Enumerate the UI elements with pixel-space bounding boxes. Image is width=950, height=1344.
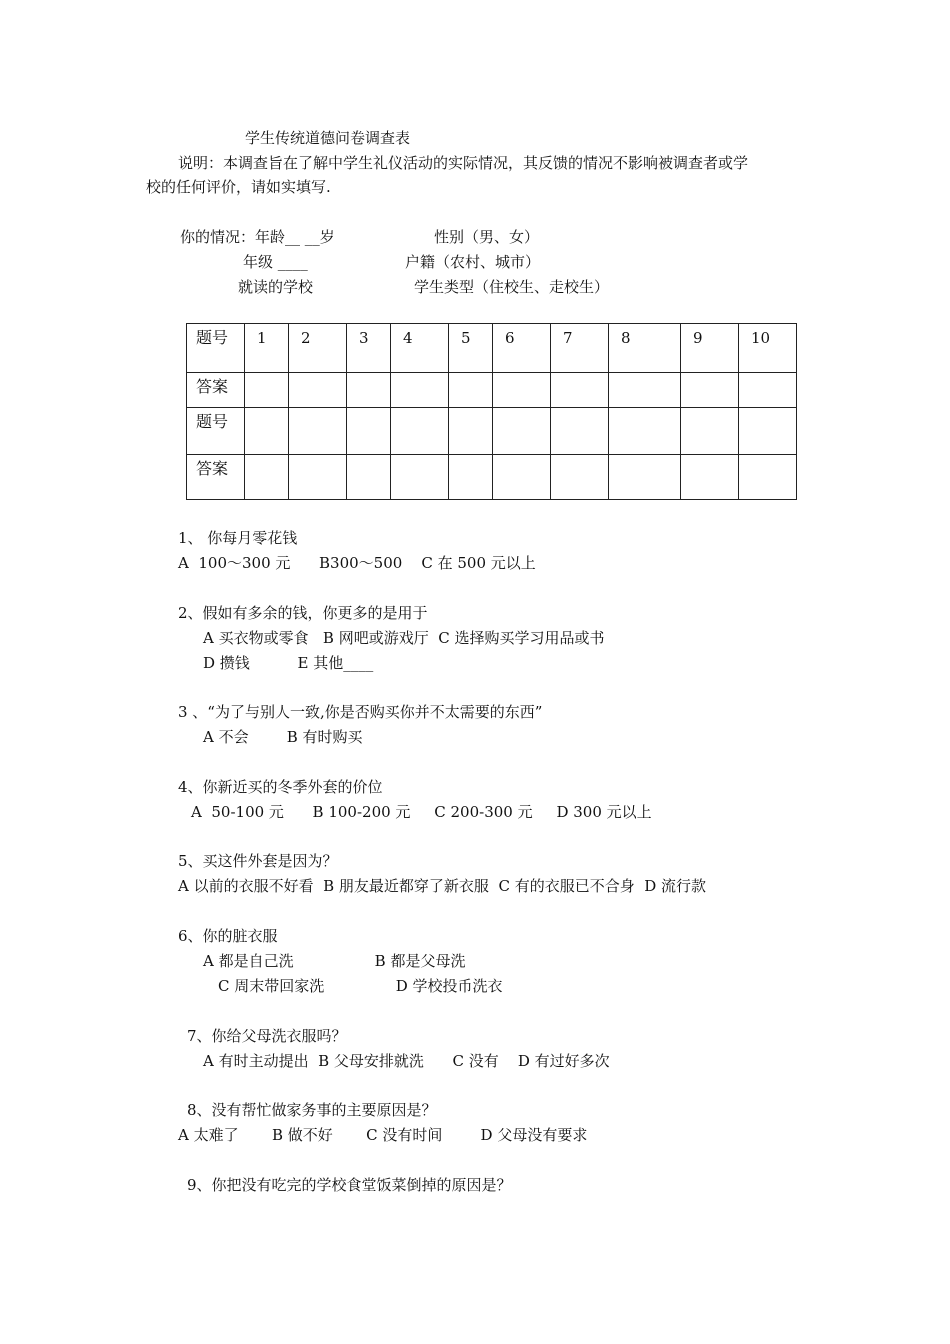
answer-cell[interactable]	[681, 373, 739, 408]
table-cell	[245, 408, 289, 455]
answer-cell[interactable]	[609, 373, 681, 408]
answer-cell[interactable]	[449, 373, 493, 408]
table-cell	[681, 408, 739, 455]
table-cell: 3	[347, 324, 391, 373]
answer-cell[interactable]	[681, 455, 739, 500]
table-row-numbers	[187, 324, 797, 373]
question-7-stem: 7、你给父母洗衣服吗？	[187, 1027, 347, 1045]
info-gender: 性别（男、女）	[434, 228, 540, 246]
table-cell: 8	[609, 324, 681, 373]
answer-cell[interactable]	[739, 455, 797, 500]
table-row-answers-2	[187, 455, 797, 500]
info-age: 你的情况：年龄__ __岁	[180, 228, 335, 246]
answer-cell[interactable]	[347, 455, 391, 500]
table-cell	[449, 408, 493, 455]
question-6-options-2: C 周末带回家洗 D 学校投币洗衣	[218, 977, 503, 995]
answer-cell[interactable]	[245, 373, 289, 408]
question-6-stem: 6、你的脏衣服	[178, 927, 278, 945]
table-cell: 9	[681, 324, 739, 373]
question-8-options: A 太难了 B 做不好 C 没有时间 D 父母没有要求	[178, 1126, 588, 1144]
answer-table	[186, 323, 797, 500]
question-5-stem: 5、买这件外套是因为？	[178, 852, 338, 870]
table-cell: 5	[449, 324, 493, 373]
question-2-stem: 2、假如有多余的钱，你更多的是用于	[178, 604, 428, 622]
question-3-options: A 不会 B 有时购买	[203, 728, 363, 746]
table-row-numbers-2	[187, 408, 797, 455]
survey-title: 学生传统道德问卷调查表	[245, 129, 411, 147]
answer-cell[interactable]	[551, 455, 609, 500]
answer-cell[interactable]	[551, 373, 609, 408]
question-2-options-2: D 攒钱 E 其他____	[203, 654, 374, 672]
question-1-options: A 100～300 元 B300～500 C 在 500 元以上	[178, 554, 536, 572]
answer-cell[interactable]	[739, 373, 797, 408]
table-cell: 7	[551, 324, 609, 373]
answer-cell[interactable]	[289, 455, 347, 500]
table-cell: 4	[391, 324, 449, 373]
question-1-stem: 1、 你每月零花钱	[178, 529, 298, 547]
question-2-options-1: A 买衣物或零食 B 网吧或游戏厅 C 选择购买学习用品或书	[203, 629, 605, 647]
table-row-answers	[187, 373, 797, 408]
question-7-options: A 有时主动提出 B 父母安排就洗 C 没有 D 有过好多次	[203, 1052, 610, 1070]
info-household: 户籍（农村、城市）	[405, 253, 541, 271]
answer-cell[interactable]	[391, 455, 449, 500]
info-student-type: 学生类型（住校生、走校生）	[414, 278, 610, 296]
table-cell	[391, 408, 449, 455]
answer-cell[interactable]	[493, 455, 551, 500]
info-grade: 年级 ____	[243, 253, 308, 271]
table-cell	[551, 408, 609, 455]
answer-cell[interactable]	[609, 455, 681, 500]
question-9-stem: 9、你把没有吃完的学校食堂饭菜倒掉的原因是？	[187, 1176, 512, 1194]
row-label-number: 题号	[187, 408, 245, 455]
table-cell: 1	[245, 324, 289, 373]
table-cell: 2	[289, 324, 347, 373]
answer-cell[interactable]	[347, 373, 391, 408]
table-cell	[289, 408, 347, 455]
info-school: 就读的学校	[238, 278, 314, 296]
table-cell: 6	[493, 324, 551, 373]
table-cell	[347, 408, 391, 455]
description-line-2: 校的任何评价，请如实填写.	[146, 178, 331, 196]
table-cell	[493, 408, 551, 455]
description-line-1: 说明：本调查旨在了解中学生礼仪活动的实际情况，其反馈的情况不影响被调查者或学	[178, 154, 749, 172]
question-6-options-1: A 都是自己洗 B 都是父母洗	[203, 952, 466, 970]
answer-cell[interactable]	[493, 373, 551, 408]
question-5-options: A 以前的衣服不好看 B 朋友最近都穿了新衣服 C 有的衣服已不合身 D 流行款	[178, 877, 707, 895]
question-4-stem: 4、你新近买的冬季外套的价位	[178, 778, 383, 796]
table-cell: 10	[739, 324, 797, 373]
row-label-number: 题号	[187, 324, 245, 373]
answer-cell[interactable]	[449, 455, 493, 500]
answer-cell[interactable]	[391, 373, 449, 408]
answer-cell[interactable]	[245, 455, 289, 500]
question-8-stem: 8、没有帮忙做家务事的主要原因是？	[187, 1101, 437, 1119]
table-cell	[739, 408, 797, 455]
row-label-answer: 答案	[187, 455, 245, 500]
table-cell	[609, 408, 681, 455]
question-3-stem: 3 、“为了与别人一致,你是否购买你并不太需要的东西”	[178, 703, 543, 721]
row-label-answer: 答案	[187, 373, 245, 408]
question-4-options: A 50-100 元 B 100-200 元 C 200-300 元 D 300 元以上	[191, 803, 652, 821]
answer-cell[interactable]	[289, 373, 347, 408]
